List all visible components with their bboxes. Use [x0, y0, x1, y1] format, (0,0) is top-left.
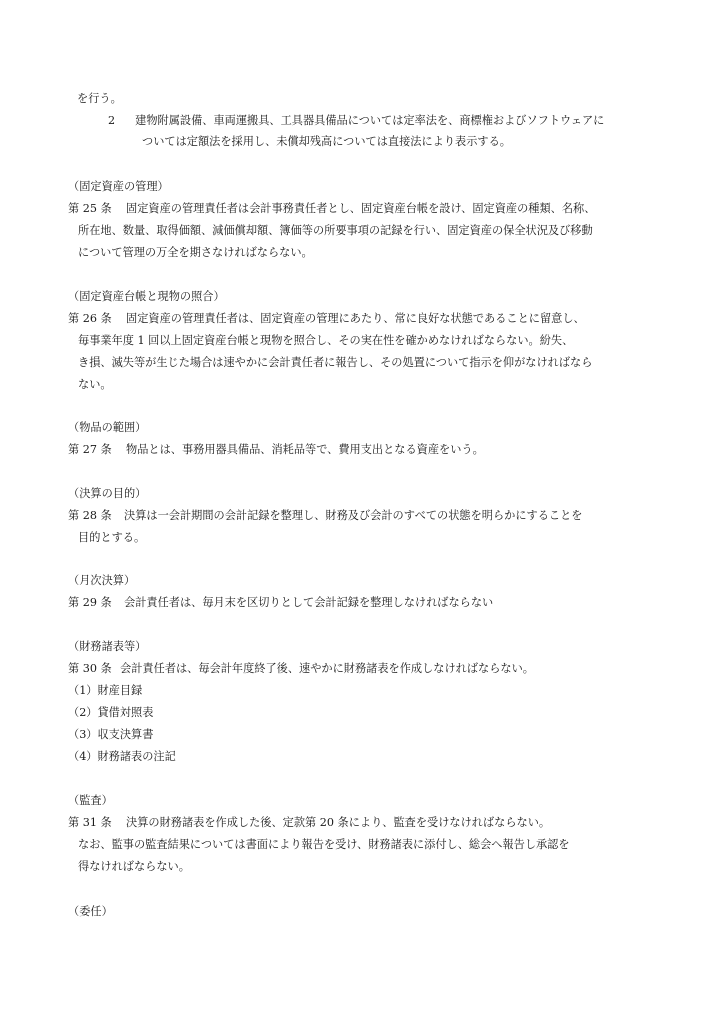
article-28-text: 決算は一会計期間の会計記録を整理し、財務及び会計のすべての状態を明らかにすることを	[124, 509, 583, 522]
article-30-heading: （財務諸表等）	[68, 640, 147, 653]
article-30-text: 会計責任者は、毎会計年度終了後、速やかに財務諸表を作成しなければならない。	[120, 662, 534, 675]
list-item: （2）貸借対照表	[68, 706, 154, 719]
article-26-line-2: 毎事業年度 1 回以上固定資産台帳と現物を照合し、その実在性を確かめなければならない。紛失、	[78, 334, 574, 347]
article-25-number: 第 25 条	[68, 202, 112, 215]
article-25-heading: （固定資産の管理）	[68, 180, 169, 193]
article-26-heading: （固定資産台帳と現物の照合）	[68, 290, 225, 303]
article-27-heading: （物品の範囲）	[68, 421, 147, 434]
article-30-number: 第 30 条	[68, 662, 112, 675]
article-29-number: 第 29 条	[68, 596, 112, 609]
continuation-text: を行う。	[77, 92, 122, 105]
article-25-text: 固定資産の管理責任者は会計事務責任者とし、固定資産台帳を設け、固定資産の種類、名称、	[126, 202, 596, 215]
article-27-line-1	[68, 442, 484, 458]
article-28-heading: （決算の目的）	[68, 487, 147, 500]
article-31-line-1	[68, 815, 550, 831]
article-26-text: 固定資産の管理責任者は、固定資産の管理にあたり、常に良好な状態であることに留意し、	[126, 312, 585, 325]
article-26-line-3: き損、滅失等が生じた場合は速やかに会計責任者に報告し、その処置について指示を仰がなければなら	[78, 356, 593, 369]
article-25-line-3: について管理の万全を期さなければならない。	[78, 246, 313, 259]
article-28-line-2: 目的とする。	[78, 531, 146, 544]
article-31-line-3: 得なければならない。	[78, 860, 190, 873]
article-29-heading: （月次決算）	[68, 574, 136, 587]
article-28-line-1	[68, 508, 582, 524]
article-29-text: 会計責任者は、毎月末を区切りとして会計記録を整理しなければならない	[124, 596, 494, 609]
article-27-text: 物品とは、事務用器具備品、消耗品等で、費用支出となる資産をいう。	[126, 443, 484, 456]
list-item: （1）財産目録	[68, 684, 143, 697]
item-2-line-2: ついては定額法を採用し、未償却残高については直接法により表示する。	[142, 135, 511, 148]
article-26-number: 第 26 条	[68, 312, 112, 325]
article-25-line-2: 所在地、数量、取得価額、減価償却額、簿価等の所要事項の記録を行い、固定資産の保全状況及び移動	[78, 224, 593, 237]
article-29-line-1	[68, 595, 493, 611]
article-31-line-2: なお、監事の監査結果については書面により報告を受け、財務諸表に添付し、総会へ報告し承認を	[78, 838, 570, 851]
item-2-text: 建物附属設備、車両運搬具、工具器具備品については定率法を、商標権およびソフトウェアに	[135, 114, 605, 127]
article-31-text: 決算の財務諸表を作成した後、定款第 20 条により、監査を受けなければならない。	[126, 816, 551, 829]
article-26-line-4: ない。	[78, 378, 112, 391]
article-28-number: 第 28 条	[68, 509, 112, 522]
article-26-line-1	[68, 311, 585, 327]
article-30-line-1	[68, 661, 534, 677]
article-31-heading: （監査）	[68, 794, 113, 807]
item-2-number: 2	[108, 114, 116, 127]
article-27-number: 第 27 条	[68, 443, 112, 456]
article-32-heading: （委任）	[68, 905, 113, 918]
article-25-line-1	[68, 201, 595, 217]
list-item: （3）収支決算書	[68, 728, 154, 741]
item-2-line-1	[108, 113, 604, 129]
list-item: （4）財務諸表の注記	[68, 750, 176, 763]
article-31-number: 第 31 条	[68, 816, 112, 829]
